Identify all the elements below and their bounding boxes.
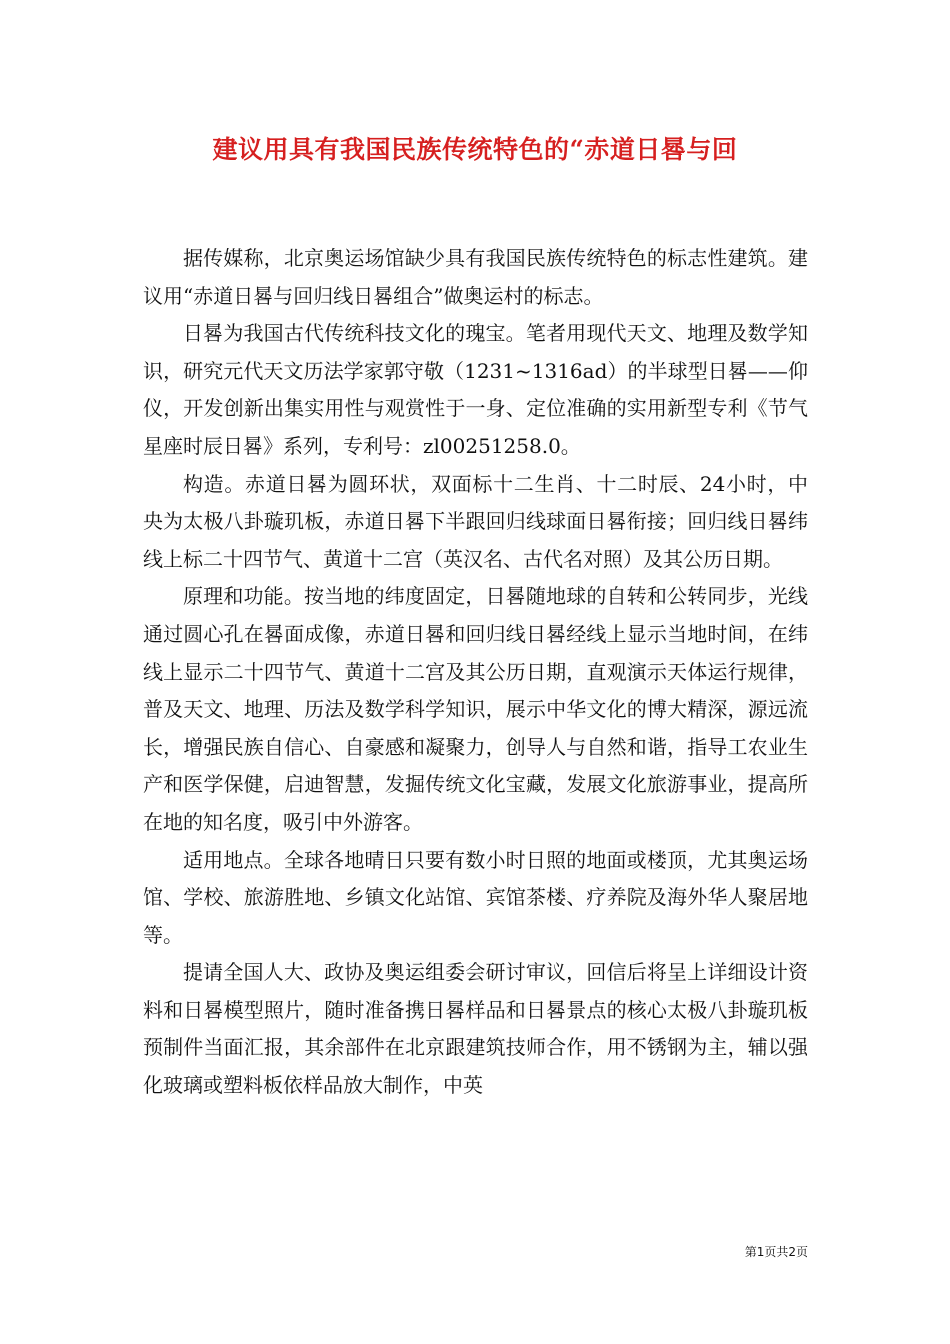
paragraph-background: 日晷为我国古代传统科技文化的瑰宝。笔者用现代天文、地理及数学知识，研究元代天文历法学家郭守敬（1231~1316ad）的半球型日晷——仰仪，开发创新出集实用性与观赏性于一身、定位准确的实用新型专利《节气星座时辰日晷》系列，专利号：zl00251258.0。	[143, 321, 808, 458]
document-body	[143, 240, 808, 1105]
paragraph-construction: 构造。赤道日晷为圆环状，双面标十二生肖、十二时辰、24小时，中央为太极八卦璇玑板，赤道日晷下半跟回归线球面日晷衔接；回归线日晷纬线上标二十四节气、黄道十二宫（英汉名、古代名对照）及其公历日期。	[143, 471, 808, 571]
paragraph-locations: 适用地点。全球各地晴日只要有数小时日照的地面或楼顶，尤其奥运场馆、学校、旅游胜地、乡镇文化站馆、宾馆茶楼、疗养院及海外华人聚居地等。	[143, 847, 808, 947]
paragraph-proposal: 提请全国人大、政协及奥运组委会研讨审议，回信后将呈上详细设计资料和日晷模型照片，随时准备携日晷样品和日晷景点的核心太极八卦璇玑板预制件当面汇报，其余部件在北京跟建筑技师合作，用不锈钢为主，辅以强化玻璃或塑料板依样品放大制作，中英	[143, 960, 808, 1098]
page-number: 第1页共2页	[744, 1245, 808, 1259]
document-title: 建议用具有我国民族传统特色的“赤道日晷与回	[212, 135, 738, 164]
paragraph-principle: 原理和功能。按当地的纬度固定，日晷随地球的自转和公转同步，光线通过圆心孔在晷面成像，赤道日晷和回归线日晷经线上显示当地时间，在纬线上显示二十四节气、黄道十二宫及其公历日期，直观演示天体运行规律，普及天文、地理、历法及数学科学知识，展示中华文化的博大精深，源远流长，增强民族自信心、自豪感和凝聚力，创导人与自然和谐，指导工农业生产和医学保健，启迪智慧，发掘传统文化宝藏，发展文化旅游事业，提高所在地的知名度，吸引中外游客。	[143, 584, 808, 834]
paragraph-intro: 据传媒称，北京奥运场馆缺少具有我国民族传统特色的标志性建筑。建议用“赤道日晷与回归线日晷组合”做奥运村的标志。	[143, 246, 808, 308]
